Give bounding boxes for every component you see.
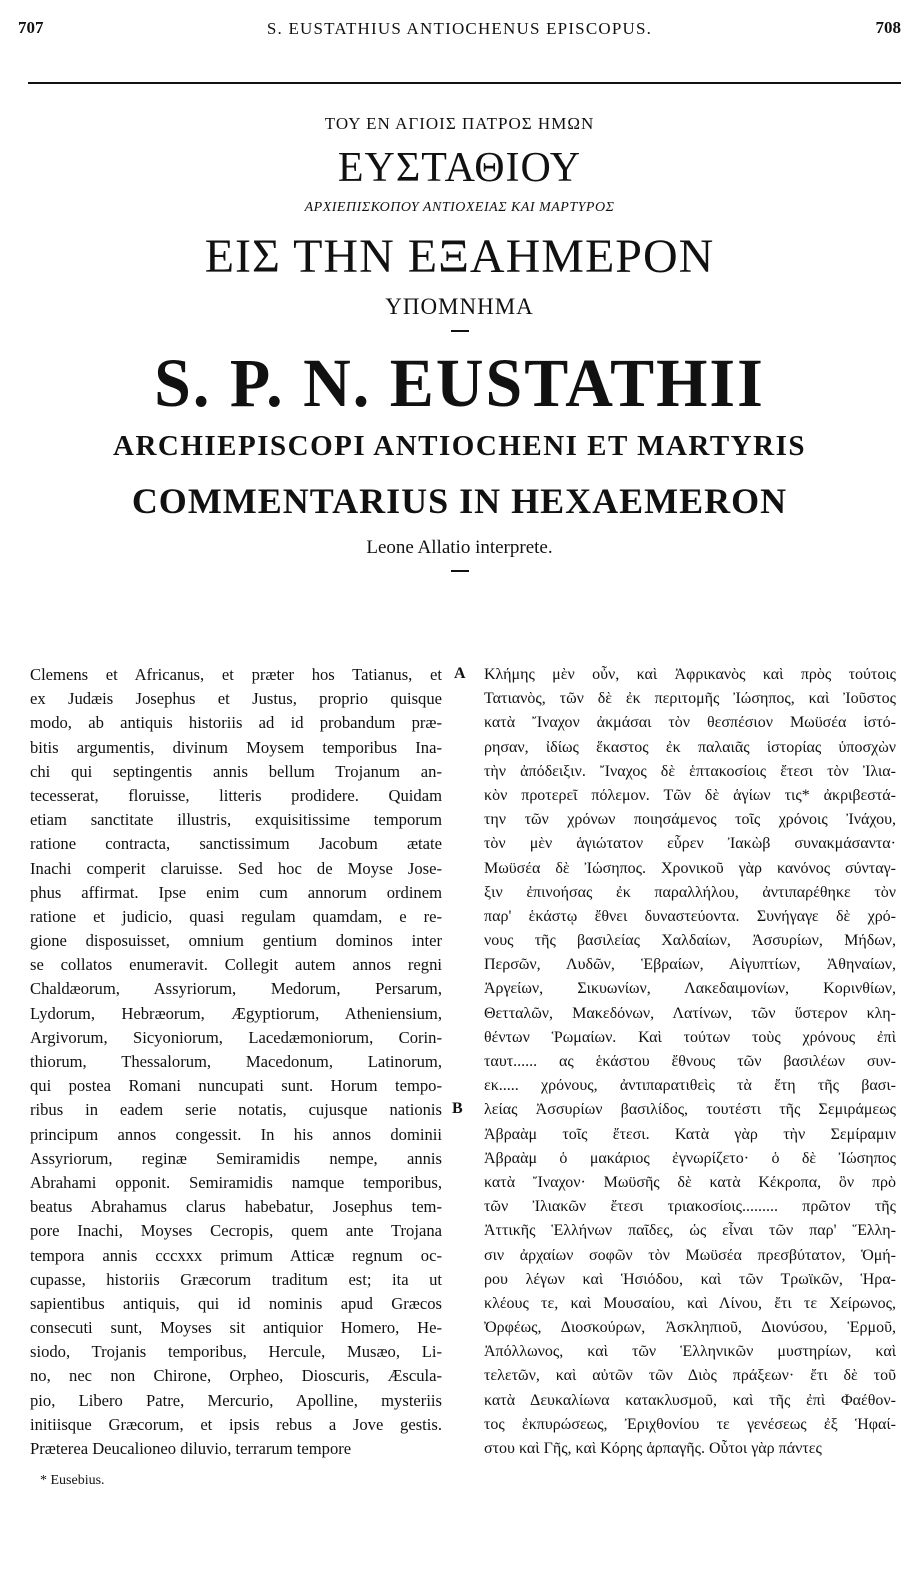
- latin-text-line: ratione contracta, sanctissimum Jacobum ætate: [30, 834, 442, 854]
- greek-text-line: θέντων Ῥωμαίων. Καὶ τούτων τοὺς χρόνους ἐπὶ: [484, 1028, 896, 1046]
- latin-text-line: Clemens et Africanus, et præter hos Tatianus, et: [30, 665, 442, 684]
- latin-text-line: cupasse, historiis Græcorum traditum est; ita ut: [30, 1269, 442, 1289]
- greek-text-line: ρου λέγων καὶ Ἡσιόδου, καὶ τῶν Τρωϊκῶν, Ἡρα-: [484, 1270, 896, 1288]
- latin-text-line: beatus Abrahamus clarus habebatur, Josephus tem-: [30, 1197, 442, 1217]
- latin-text-line: Abrahami opponit. Semiramidis namque temporibus,: [30, 1172, 442, 1192]
- latin-text-line: initiisque Græcorum, et ipsis rebus a Jove gestis.: [30, 1414, 442, 1434]
- greek-text-line: Κλήμης μὲν οὖν, καὶ Ἀφρικανὸς καὶ πρὸς τούτοις: [484, 666, 896, 683]
- greek-text-line: ξιν ἐπινοήσας ἐκ παραλλήλου, ἀντιπαρέθηκε τὸν: [484, 883, 896, 901]
- greek-text-line: κατὰ Δευκαλίωνα κατακλυσμοῦ, καὶ τῆς ἐπὶ Φαέθον-: [484, 1391, 896, 1409]
- greek-text-line: Ἀβραὰμ ὁ μακάριος ἐγνωρίζετο· ὁ δὲ Ἰώσηπος: [484, 1149, 896, 1167]
- greek-text-line: Ἀττικῆς Ἑλλήνων παῖδες, ὡς εἶναι τῶν παρ' Ἕλλη-: [484, 1222, 896, 1240]
- greek-text-line: τὴν ἀπόδειξιν. Ἴναχος δὲ ἑπτακοσίοις ἔτεσι τὸν Ἰλια-: [484, 762, 896, 780]
- greek-text-line: την τῶν χρόνων ποιησάμενος τοῖς χρόνοις Ἰνάχου,: [484, 811, 896, 829]
- latin-text-line: gione disposuisset, omnium gentium dominos inter: [30, 931, 442, 951]
- greek-text-line: Τατιανὸς, τῶν δὲ ἐκ περιτομῆς Ἰώσηπος, καὶ Ἰοῦστος: [484, 690, 896, 708]
- running-title: S. EUSTATHIUS ANTIOCHENUS EPISCOPUS.: [266, 19, 653, 38]
- greek-text-line: Ἀπόλλωνος, καὶ τῶν Ἑλληνικῶν μυστηρίων, καὶ: [484, 1343, 896, 1361]
- greek-text-line: παρ' ἑκάστῳ ἔθνει δυναστεύοντα. Συνήγαγε δὲ χρό-: [484, 907, 896, 925]
- greek-text-line: τελετῶν, καὶ αὐτῶν τῶν Διὸς πράξεων· ἔτι δὲ τοῦ: [484, 1367, 896, 1385]
- greek-text-line: Ὀρφέως, Διοσκούρων, Ἀσκληπιοῦ, Διονύσου, Ἑρμοῦ,: [484, 1319, 896, 1337]
- latin-text-line: no, nec non Chirone, Orpheo, Dioscuris, Æscula-: [30, 1366, 442, 1386]
- greek-author-name: ΕΥΣΤΑΘΙΟΥ: [337, 145, 582, 191]
- latin-text-line: tempora annis cccxxx primum Atticæ regnum oc-: [30, 1245, 442, 1265]
- latin-text-line: Inachi comperit claruisse. Sed hoc de Moyse Jose-: [30, 858, 442, 878]
- greek-text-line: τὸν μὲν ἁγιώτατον εὗρεν Ἰακὼβ συνακμάσαντα·: [484, 835, 896, 853]
- latin-text-line: ribus in eadem serie notatis, cujusque nationis: [30, 1100, 442, 1120]
- title-block: [0, 112, 919, 572]
- latin-text-line: qui postea Romani nuncupati sunt. Horum tempo-: [30, 1076, 442, 1096]
- latin-text-column: [30, 663, 442, 1461]
- page-header: [18, 18, 901, 48]
- latin-text-line: Chaldæorum, Assyriorum, Medorum, Persarum,: [30, 979, 442, 999]
- greek-text-line: Περσῶν, Λυδῶν, Ἑβραίων, Αἰγυπτίων, Ἀθηναίων,: [484, 956, 896, 974]
- latin-text-line: bitis argumentis, divinum Moysem temporibus Ina-: [30, 737, 442, 757]
- greek-text-line: ταυτ...... ας ἑκάστου ἔθνους τῶν βασιλέων συν-: [484, 1053, 896, 1070]
- latin-text-line: thiorum, Thessalorum, Macedonum, Latinorum,: [30, 1052, 442, 1071]
- latin-text-line: ratione et judicio, quasi regulam quamdam, e re-: [30, 906, 442, 926]
- greek-text-line: κατὰ Ἴναχον ἀκμάσαι τὸν θεσπέσιον Μωϋσέα ἱστό-: [484, 714, 896, 732]
- latin-text-line: consecuti sunt, Moyses sit antiquior Homero, He-: [30, 1318, 442, 1338]
- greek-text-line: κατὰ Ἴναχον· Μωϋσῆς δὲ κατὰ Κέκροπα, ὃν πρὸ: [484, 1173, 896, 1191]
- latin-text-line: Lydorum, Hebræorum, Ægyptiorum, Atheniensium,: [30, 1003, 442, 1023]
- title-divider-bottom: [451, 570, 469, 572]
- latin-work-title: COMMENTARIUS IN HEXAEMERON: [131, 481, 788, 521]
- latin-author-office: ARCHIEPISCOPI ANTIOCHENI ET MARTYRIS: [113, 430, 806, 462]
- latin-text-line: ex Judæis Josephus et Justus, proprio quisque: [30, 689, 442, 709]
- margin-marker-a: A: [454, 665, 466, 682]
- greek-text-line: εκ..... χρόνους, ἀντιπαρατιθεὶς τὰ ἔτη τῆς βασι-: [484, 1077, 896, 1095]
- greek-text-line: Θετταλῶν, Μακεδόνων, Λατίνων, τῶν ὕστερον κλη-: [484, 1004, 896, 1022]
- margin-marker-b: B: [452, 1100, 463, 1117]
- latin-text-line: pore Inachi, Moyses Cecropis, quem ante Trojana: [30, 1221, 442, 1241]
- footnote: * Eusebius.: [40, 1473, 105, 1488]
- greek-text-line: τος ἐκπυρώσεως, Ἐριχθονίου τε γενέσεως ἐξ Ἡφαί-: [484, 1415, 896, 1433]
- latin-text-line: siodo, Trojanis temporibus, Hercule, Musæo, Li-: [30, 1342, 442, 1362]
- greek-text-line: Ἀργείων, Σικυωνίων, Λακεδαιμονίων, Κορινθίων,: [484, 980, 896, 998]
- latin-text-line: Argivorum, Sicyoniorum, Lacedæmoniorum, Corin-: [30, 1027, 442, 1047]
- greek-text-line: στου καὶ Γῆς, καὶ Κόρης ἁρπαγῆς. Οὗτοι γὰρ πάντες: [484, 1440, 822, 1457]
- translator-line: Leone Allatio interprete.: [366, 537, 553, 558]
- greek-text-line: Μωϋσέα δὲ Ἰώσηπος. Χρονικοῦ γὰρ κανόνος σύνταγ-: [484, 859, 896, 877]
- greek-work-title: ΕΙΣ ΤΗΝ ΕΞΑΗΜΕΡΟΝ: [204, 230, 715, 283]
- latin-text-line: chi qui septingentis annis bellum Trojanum an-: [30, 761, 442, 781]
- greek-text-line: νους τῆς βασιλείας Χαλδαίων, Ἀσσυρίων, Μήδων,: [484, 932, 896, 950]
- latin-text-line: tecesserat, floruisse, litteris prodidere. Quidam: [30, 785, 442, 805]
- greek-text-line: κὸν προτερεῖ πόλεμον. Τῶν δὲ ἁγίων τις* ἀκριβεστά-: [484, 786, 896, 804]
- greek-author-office: ΑΡΧΙΕΠΙΣΚΟΠΟΥ ΑΝΤΙΟΧΕΙΑΣ ΚΑΙ ΜΑΡΤΥΡΟΣ: [304, 200, 615, 215]
- greek-text-line: λείας Ἀσσυρίων βασιλίδος, τουτέστι τῆς Σεμιράμεως: [484, 1101, 896, 1119]
- greek-genre: ΥΠΟΜΝΗΜΑ: [385, 294, 534, 319]
- header-rule: [28, 82, 901, 84]
- greek-text-line: τῶν Ἰλιακῶν ἔτεσι τριακοσίοις......... πρῶτον τῆς: [484, 1198, 896, 1216]
- greek-text-column: [484, 663, 896, 1461]
- greek-text-line: ρησαν, ἰδίως ἕκαστος ἐκ παλαιᾶς ἱστορίας ὑποσχὼν: [484, 738, 896, 756]
- page-number-right: 708: [875, 18, 901, 37]
- latin-text-line: se collatos enumeravit. Collegit autem annos regni: [30, 955, 442, 975]
- latin-text-line: modo, ab antiquis historiis ad id probandum præ-: [30, 713, 442, 733]
- greek-text-line: κλέους τε, καὶ Μουσαίου, καὶ Λίνου, ἔτι τε Χείρωνος,: [484, 1294, 896, 1312]
- latin-text-line: Præterea Deucalioneo diluvio, terrarum tempore: [30, 1439, 352, 1458]
- greek-text-line: Ἀβραὰμ τοῖς ἔτεσι. Κατὰ γὰρ τὴν Σεμίραμιν: [484, 1125, 896, 1143]
- latin-text-line: Assyriorum, reginæ Semiramidis nempe, annis: [30, 1148, 442, 1168]
- page-number-left: 707: [18, 18, 44, 37]
- greek-title-line: ΤΟΥ ΕΝ ΑΓΙΟΙΣ ΠΑΤΡΟΣ ΗΜΩΝ: [324, 114, 595, 133]
- greek-text-line: σιν ἀρχαίων σοφῶν τὸν Μωϋσέα πρεσβύτατον, Ὁμή-: [484, 1246, 896, 1264]
- latin-author-name: S. P. N. EUSTATHII: [154, 344, 765, 422]
- latin-text-line: pio, Libero Patre, Mercurio, Apolline, mysteriis: [30, 1390, 442, 1410]
- latin-text-line: sapientibus antiquis, qui id nominis apud Græcos: [30, 1293, 442, 1313]
- latin-text-line: principum annos congessit. In his annos dominii: [30, 1124, 442, 1144]
- title-divider: [451, 330, 469, 332]
- latin-text-line: etiam sanctitate illustris, exquisitissime temporum: [30, 810, 442, 830]
- latin-text-line: phus affirmat. Ipse enim cum annorum ordinem: [30, 882, 442, 902]
